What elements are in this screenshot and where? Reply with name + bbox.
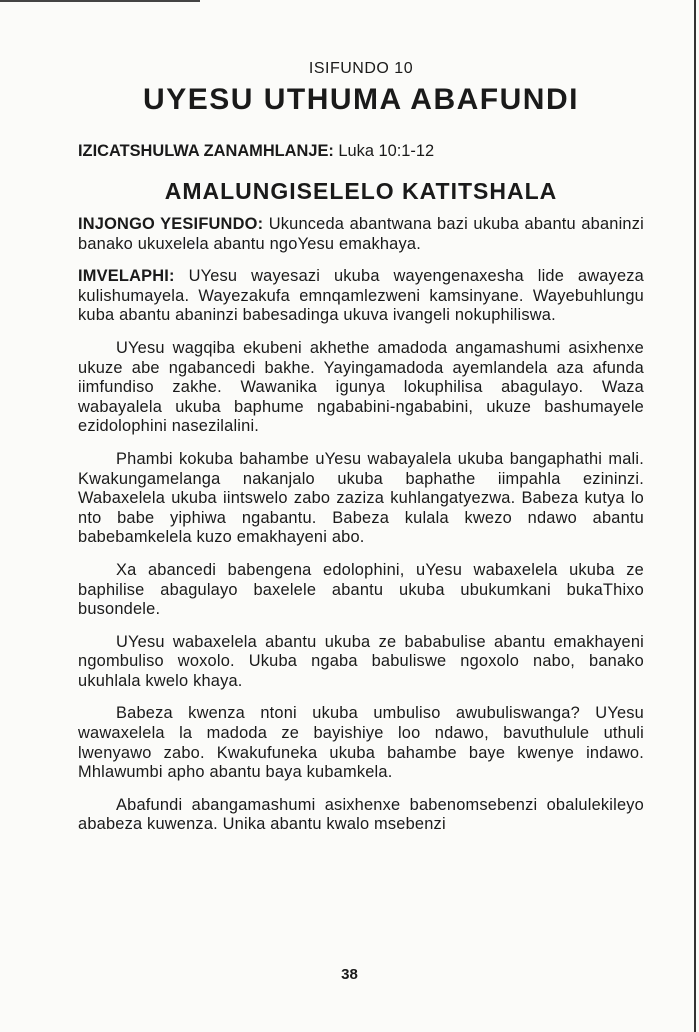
- background-text: UYesu wayesazi ukuba wayengenaxesha lide awayeza kulishumayela. Wayezakufa emnqamlezweni kamsinyane. Wayebuhlungu kuba abantu abaninzi babesadinga ukuva ivangeli nokuphiliswa.: [78, 267, 644, 325]
- body-paragraph: Xa abancedi babengena edolophini, uYesu wabaxelela ukuba ze baphilise abagulayo baxelele abantu ukuba ubukumkani bukaThixo busondele.: [78, 560, 644, 619]
- background-label: IMVELAPHI:: [78, 267, 175, 286]
- page-number: 38: [341, 966, 358, 983]
- right-edge-rule: [694, 0, 696, 1032]
- lesson-title: UYESU UTHUMA ABAFUNDI: [143, 83, 579, 116]
- lesson-number: ISIFUNDO 10: [308, 60, 414, 77]
- body-paragraph: Phambi kokuba bahambe uYesu wabayalela ukuba bangaphathi mali. Kwakungamelanga nakanjalo ukuba baphathe iimpahla ezininzi. Wabaxelela ukuba iintswelo zabo zaziza kuhlangatyezwa. Babeza kutya lo nto babe yiphiwa ngabantu. Babeza kulala kwezo ndawo abantu babebamkelela kuzo emakhayeni abo.: [78, 449, 644, 547]
- aim-label: INJONGO YESIFUNDO:: [78, 215, 264, 233]
- body-paragraph: Babeza kwenza ntoni ukuba umbuliso awubuliswanga? UYesu wawaxelela la madoda ze bayishiye loo ndawo, bavuthulule uthuli lwenyawo zabo. Kwakufuneka ukuba bahambe baye kwenye indawo. Mhlawumbi apho abantu baya kubamkela.: [78, 704, 644, 782]
- scripture-text: Luka 10:1-12: [338, 142, 435, 160]
- aim-paragraph: [78, 215, 644, 254]
- background-paragraph: [78, 267, 644, 326]
- body-paragraph: Abafundi abangamashumi asixhenxe babenomsebenzi obalulekileyo ababeza kuwenza. Unika abantu kwalo msebenzi: [78, 795, 644, 834]
- scripture-label: IZICATSHULWA ZANAMHLANJE:: [78, 142, 334, 160]
- top-edge-rule: [0, 0, 200, 2]
- body-paragraph: UYesu wagqiba ekubeni akhethe amadoda angamashumi asixhenxe ukuze abe ngabancedi bakhe. Yayingamadoda ayemlandela aza afunda iimfundiso zakhe. Wawanika igunya lokuphilisa abagulayo. Waza wabayalela ukuba baphume ngababini-ngababini, ukuze bashumayele ezidolophini nasezilalini.: [78, 338, 644, 436]
- aim-text: Ukunceda abantwana bazi ukuba abantu abaninzi banako ukuxelela abantu ngoYesu emakhaya.: [78, 215, 644, 253]
- section-heading: AMALUNGISELELO KATITSHALA: [164, 178, 558, 204]
- body-paragraph: UYesu wabaxelela abantu ukuba ze bababulise abantu emakhayeni ngombuliso woxolo. Ukuba ngaba babuliswe ngoxolo nabo, banako ukuhlala kwelo khaya.: [78, 632, 644, 690]
- page-content: [78, 60, 644, 835]
- scripture-reference: [78, 142, 644, 161]
